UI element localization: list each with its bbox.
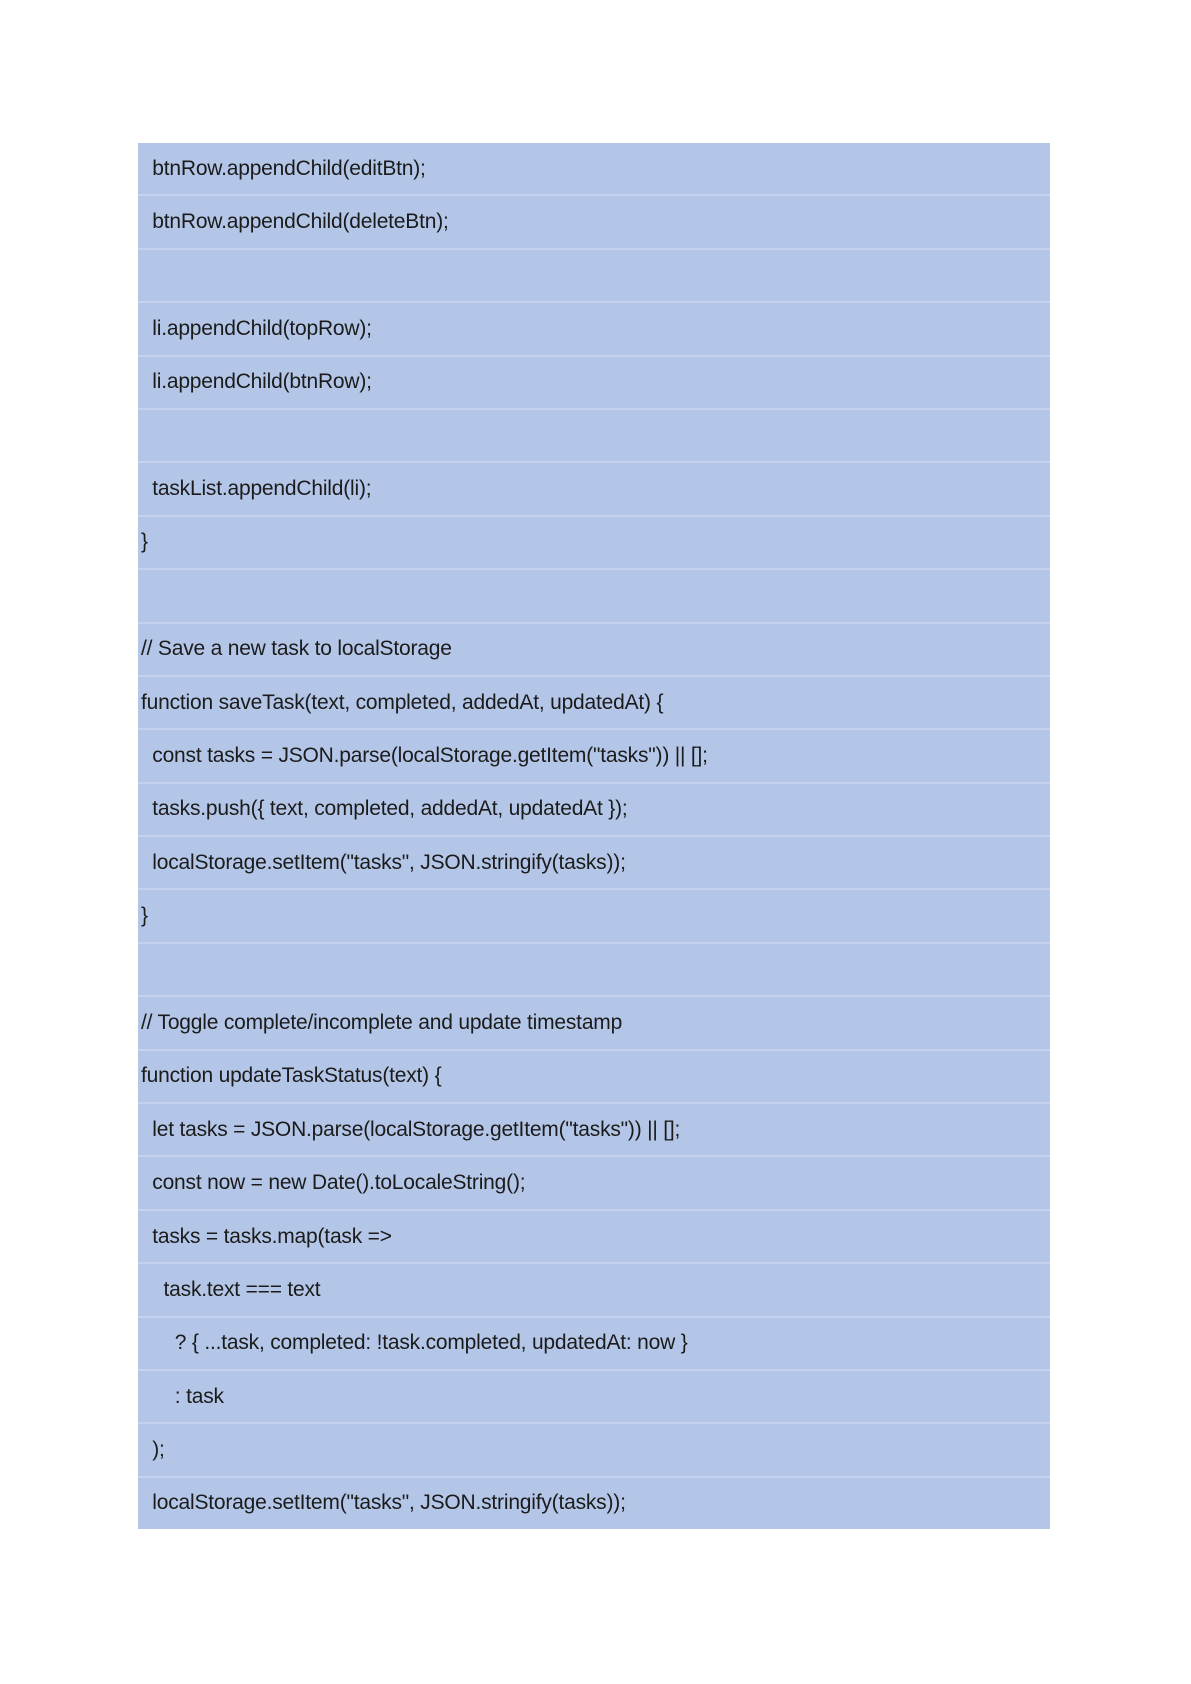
code-line (138, 248, 1050, 301)
code-line (138, 782, 1050, 835)
code-line-text: localStorage.setItem("tasks", JSON.stringify(tasks)); (141, 1491, 626, 1515)
code-line-text: // Toggle complete/incomplete and update timestamp (141, 1010, 623, 1034)
code-line (138, 1369, 1050, 1422)
code-line (138, 1049, 1050, 1102)
code-line (138, 1209, 1050, 1262)
code-line-text: : task (141, 1384, 224, 1408)
code-line-text: const tasks = JSON.parse(localStorage.getItem("tasks")) || []; (141, 743, 708, 767)
code-line (138, 728, 1050, 781)
code-line (138, 568, 1050, 621)
code-line-text: taskList.appendChild(li); (141, 477, 372, 501)
code-line-text: ); (141, 1438, 165, 1462)
code-line (138, 1316, 1050, 1369)
code-line (138, 622, 1050, 675)
code-line (138, 675, 1050, 728)
code-line-text: btnRow.appendChild(deleteBtn); (141, 210, 449, 234)
code-line-text: // Save a new task to localStorage (141, 637, 452, 661)
code-line-text: li.appendChild(btnRow); (141, 370, 372, 394)
code-line (138, 408, 1050, 461)
code-line (138, 301, 1050, 354)
code-line (138, 143, 1050, 194)
code-line-text: ? { ...task, completed: !task.completed, updatedAt: now } (141, 1331, 688, 1355)
code-line-text: } (141, 904, 148, 928)
code-line-text: tasks = tasks.map(task => (141, 1224, 392, 1248)
code-line-text: function updateTaskStatus(text) { (141, 1064, 442, 1088)
code-line-text: localStorage.setItem("tasks", JSON.stringify(tasks)); (141, 850, 626, 874)
code-line-text: let tasks = JSON.parse(localStorage.getItem("tasks")) || []; (141, 1117, 681, 1141)
code-line (138, 1155, 1050, 1208)
code-line (138, 835, 1050, 888)
code-line-text: li.appendChild(topRow); (141, 316, 372, 340)
code-line (138, 1262, 1050, 1315)
code-line (138, 1476, 1050, 1529)
code-line-text: task.text === text (141, 1277, 321, 1301)
code-block (138, 143, 1050, 1529)
code-line-text: const now = new Date().toLocaleString(); (141, 1171, 526, 1195)
code-line (138, 194, 1050, 247)
code-line-text: function saveTask(text, completed, addedAt, updatedAt) { (141, 690, 664, 714)
code-line (138, 1422, 1050, 1475)
code-line (138, 995, 1050, 1048)
code-line (138, 355, 1050, 408)
code-line (138, 515, 1050, 568)
code-line (138, 888, 1050, 941)
code-line-text: } (141, 530, 148, 554)
code-line-text: tasks.push({ text, completed, addedAt, updatedAt }); (141, 797, 628, 821)
code-line (138, 461, 1050, 514)
code-line-text: btnRow.appendChild(editBtn); (141, 156, 426, 180)
code-line (138, 1102, 1050, 1155)
code-line (138, 942, 1050, 995)
